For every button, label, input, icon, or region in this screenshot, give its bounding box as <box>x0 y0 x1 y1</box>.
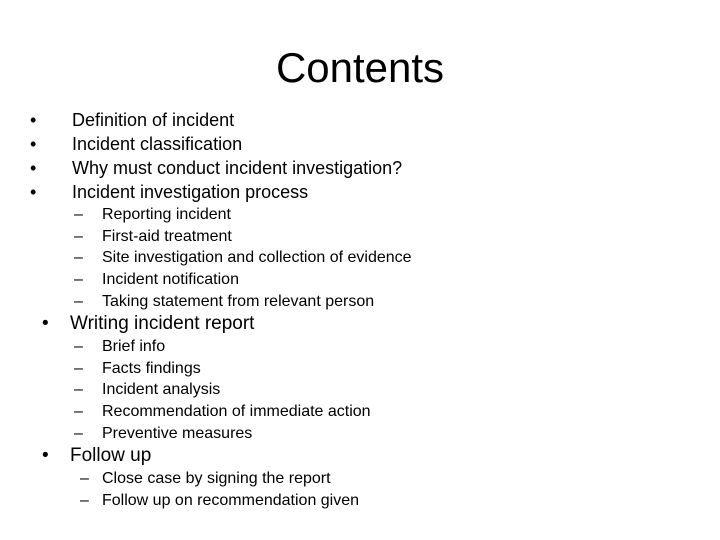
slide-title <box>0 44 720 92</box>
bullet-marker: • <box>30 158 37 178</box>
bullet-marker: • <box>30 134 37 154</box>
sub-list-item-text: Site investigation and collection of evidence <box>102 249 412 266</box>
dash-marker: – <box>74 228 83 245</box>
list-item-text: Incident investigation process <box>72 182 309 202</box>
sub-list-item-text: Close case by signing the report <box>102 470 331 487</box>
dash-marker: – <box>74 206 83 223</box>
sub-list-item-text: Reporting incident <box>102 206 231 223</box>
dash-marker: – <box>74 293 83 310</box>
sub-list-item-text: Facts findings <box>102 360 201 377</box>
sub-list-item-text: Brief info <box>102 338 166 355</box>
dash-marker: – <box>74 360 83 377</box>
list-item-text: Follow up <box>70 445 152 466</box>
list-item-text: Why must conduct incident investigation? <box>72 158 403 178</box>
dash-marker: – <box>74 403 83 420</box>
dash-marker: – <box>74 425 83 442</box>
sub-list-item-text: Follow up on recommendation given <box>102 492 360 509</box>
dash-marker: – <box>74 381 83 398</box>
dash-marker: – <box>74 338 83 355</box>
sub-list-item-text: First-aid treatment <box>102 228 232 245</box>
bullet-marker: • <box>30 110 37 130</box>
bullet-marker: • <box>42 445 49 466</box>
dash-marker: – <box>80 492 89 509</box>
dash-marker: – <box>74 271 83 288</box>
list-item-text: Incident classification <box>72 134 243 154</box>
sub-list-item-text: Preventive measures <box>102 425 253 442</box>
dash-marker: – <box>74 249 83 266</box>
sub-list-item-text: Recommendation of immediate action <box>102 403 371 420</box>
list-item-text: Writing incident report <box>70 313 255 334</box>
bullet-marker: • <box>30 182 37 202</box>
sub-list-item-text: Incident notification <box>102 271 239 288</box>
list-item-text: Definition of incident <box>72 110 235 130</box>
dash-marker: – <box>80 470 89 487</box>
sub-list-item-text: Incident analysis <box>102 381 221 398</box>
bullet-marker: • <box>42 313 49 334</box>
slide-title-text: Contents <box>275 44 445 91</box>
sub-list-item-text: Taking statement from relevant person <box>102 293 375 310</box>
